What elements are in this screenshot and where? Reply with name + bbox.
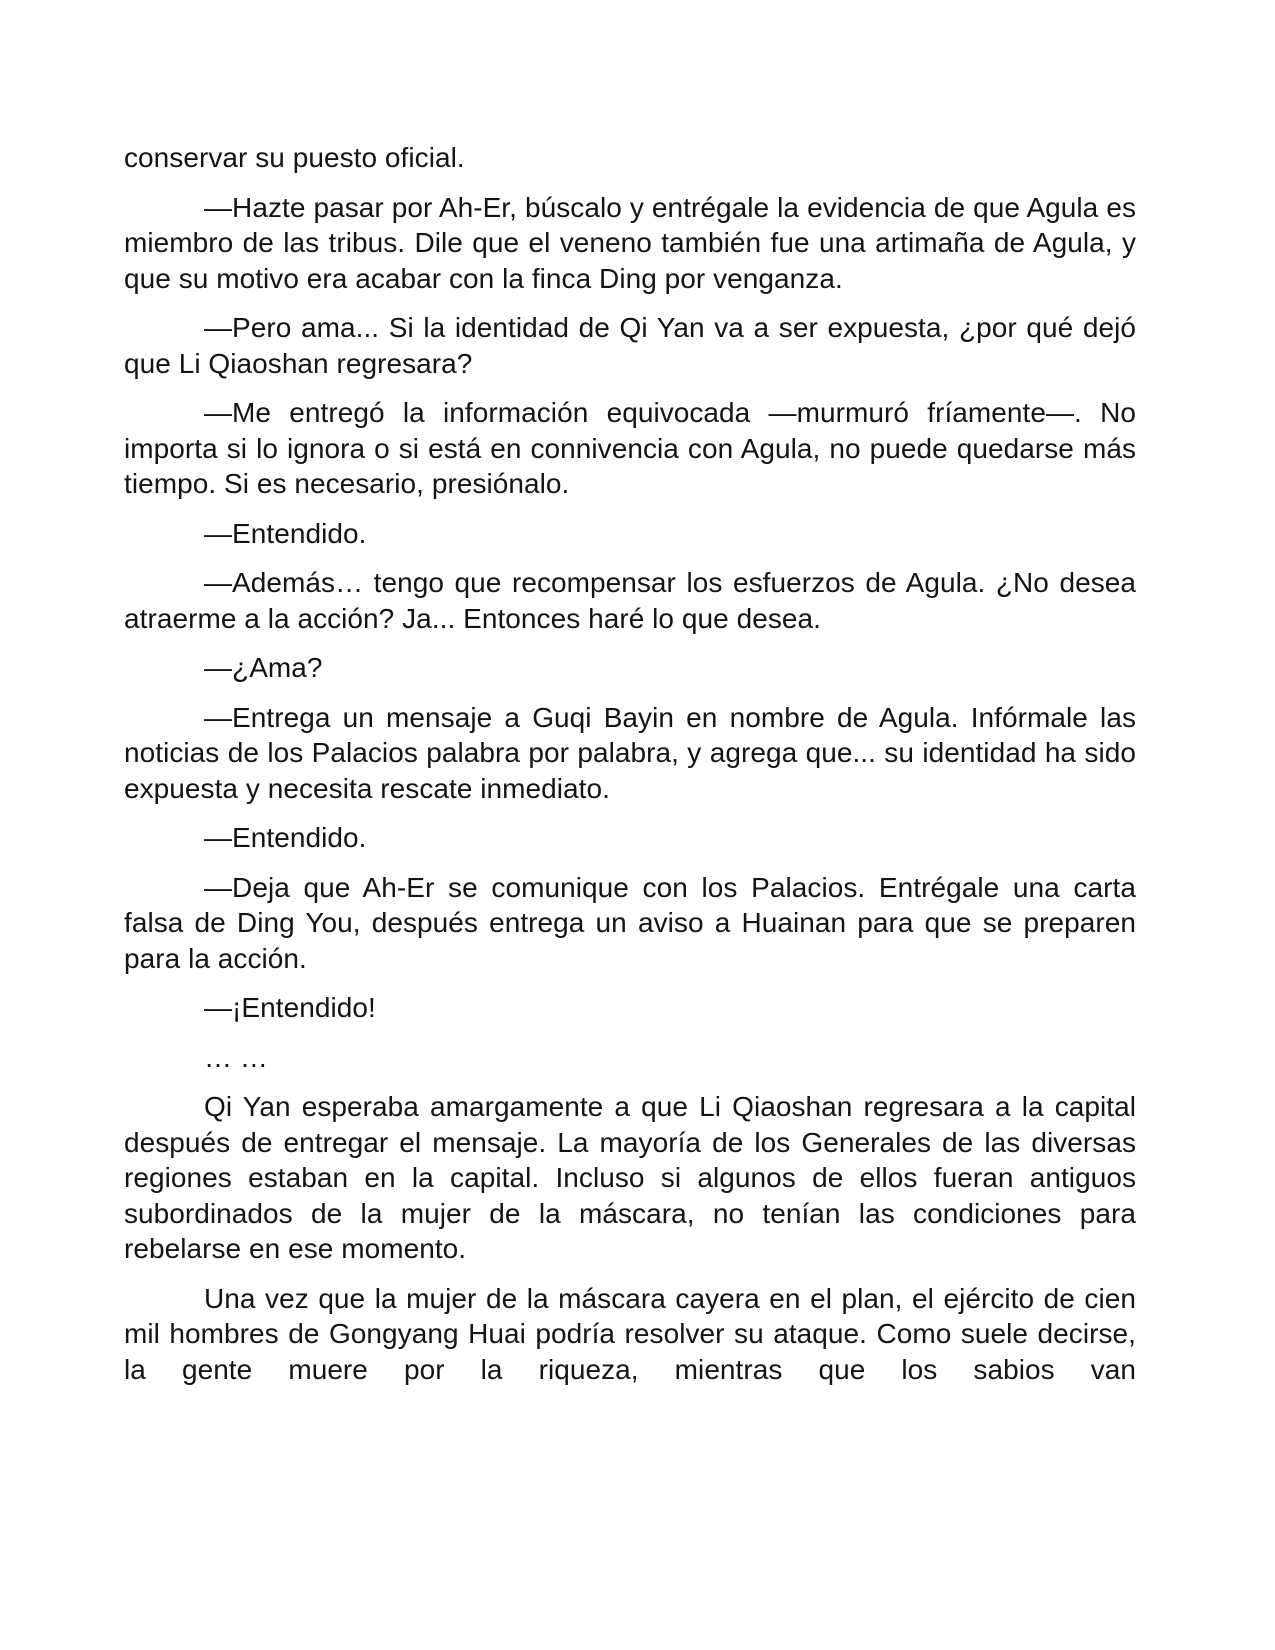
paragraph-3: —Pero ama... Si la identidad de Qi Yan va a ser expuesta, ¿por qué dejó que Li Qiaoshan regresara? <box>124 312 1136 379</box>
paragraph-9: —Entendido. <box>204 822 367 853</box>
paragraph-4: —Me entregó la información equivocada —murmuró fríamente—. No importa si lo ignora o si está en connivencia con Agula, no puede quedarse más tiempo. Si es necesario, presiónalo. <box>124 397 1136 499</box>
paragraph-2: —Hazte pasar por Ah-Er, búscalo y entrégale la evidencia de que Agula es miembro de las tribus. Dile que el veneno también fue una artimaña de Agula, y que su motivo era acabar con la finca Ding por venganza. <box>124 191 1136 294</box>
paragraph-10: —Deja que Ah-Er se comunique con los Palacios. Entrégale una carta falsa de Ding You, después entrega un aviso a Huainan para que se preparen para la acción. <box>124 871 1136 974</box>
paragraph-14: Una vez que la mujer de la máscara cayera en el plan, el ejército de cien mil hombres de Gongyang Huai podría resolver su ataque. Como suele decirse, la gente muere por la riqueza, mientras que los sabios van <box>124 1282 1136 1385</box>
paragraph-1: conservar su puesto oficial. <box>124 142 465 173</box>
paragraph-13: Qi Yan esperaba amargamente a que Li Qiaoshan regresara a la capital después de entregar el mensaje. La mayoría de los Generales de las diversas regiones estaban en la capital. Incluso si algunos de ellos fueran antiguos subordinados de la mujer de la máscara, no tenían las condiciones para rebelarse en ese momento. <box>124 1091 1136 1264</box>
paragraph-6: —Además… tengo que recompensar los esfuerzos de Agula. ¿No desea atraerme a la acción? Ja... Entonces haré lo que desea. <box>124 567 1136 634</box>
paragraph-7: —¿Ama? <box>204 652 323 683</box>
paragraph-5: —Entendido. <box>204 517 367 549</box>
document-page <box>124 140 1136 1401</box>
paragraph-8: —Entrega un mensaje a Guqi Bayin en nombre de Agula. Infórmale las noticias de los Palacios palabra por palabra, y agrega que... su identidad ha sido expuesta y necesita rescate inmediato. <box>124 701 1136 804</box>
paragraph-11: —¡Entendido! <box>204 992 376 1023</box>
paragraph-12: … … <box>204 1041 268 1073</box>
